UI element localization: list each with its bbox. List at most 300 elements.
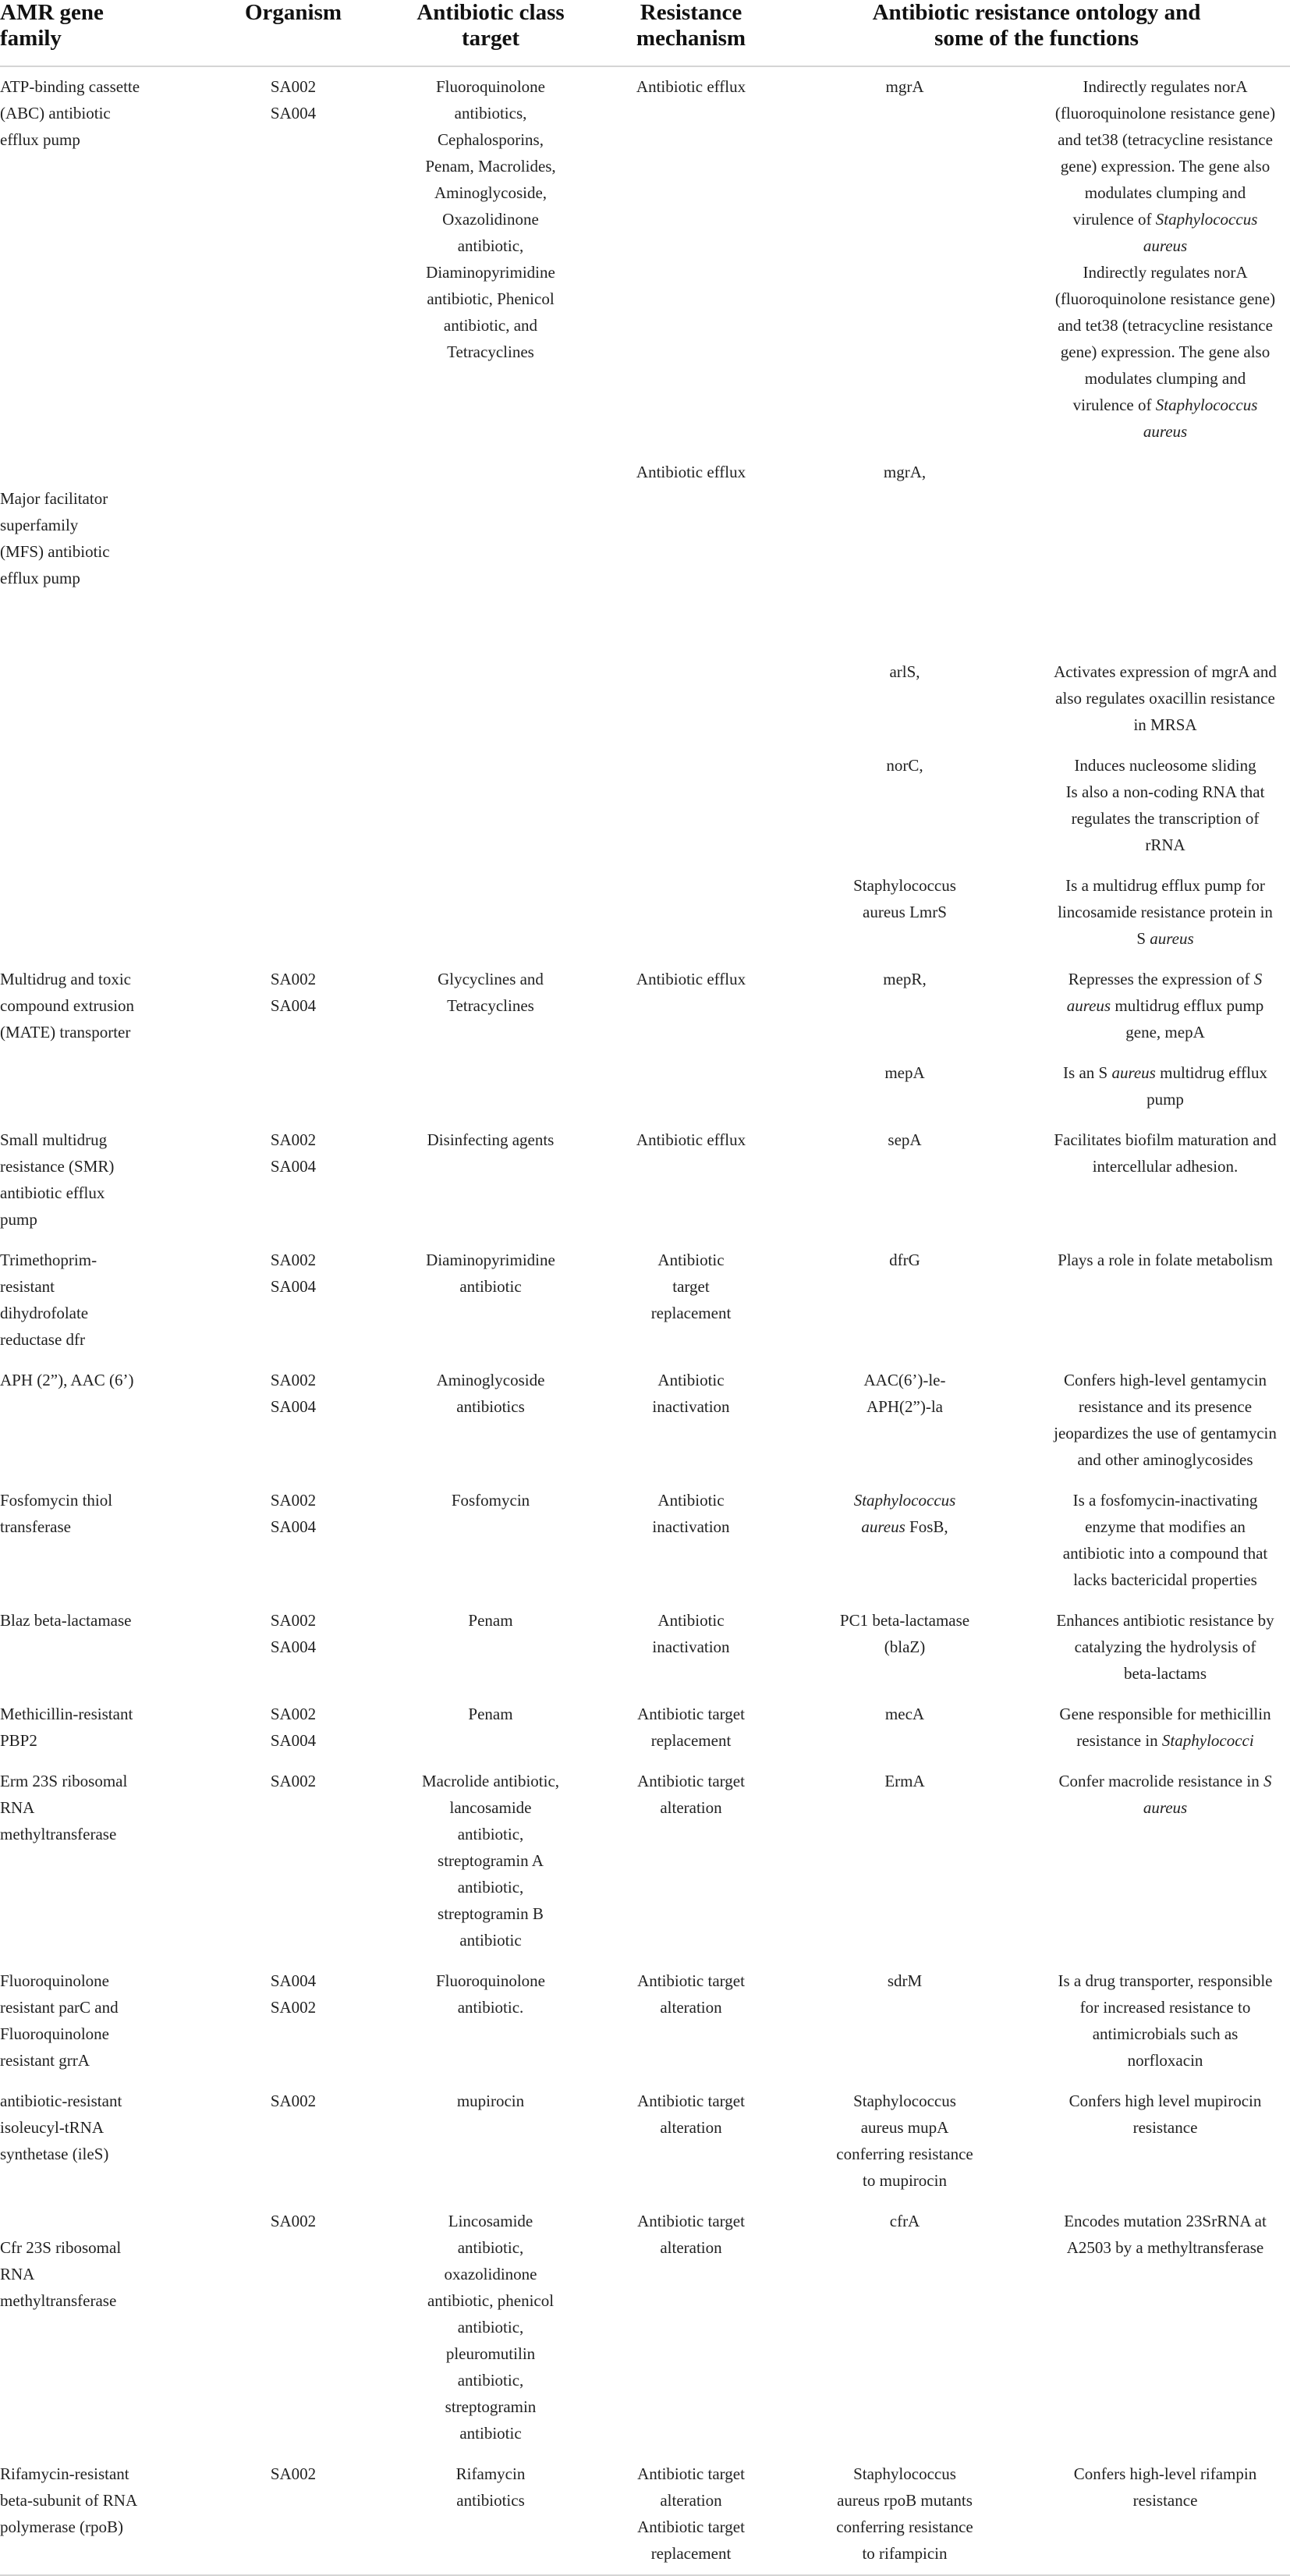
cell-line: isoleucyl-tRNA (0, 2118, 104, 2137)
cell-line: norfloxacin (1127, 2051, 1203, 2070)
table-row (0, 1240, 1290, 1361)
cell-line: Confers high-level rifampin (1073, 2464, 1257, 2483)
cell-amr-gene-family (0, 1762, 204, 1961)
cell-line: Erm 23S ribosomal (0, 1772, 128, 1790)
cell-line: antibiotics (456, 1397, 525, 1416)
cell-organism (204, 746, 382, 866)
cell-line: in MRSA (1133, 715, 1197, 734)
cell-line: Small multidrug (0, 1130, 108, 1149)
cell-amr-gene-family (0, 1240, 204, 1361)
cell-line: antibiotic, phenicol (427, 2291, 555, 2310)
cell-line: pump (1146, 1090, 1184, 1109)
cell-line: inactivation (652, 1517, 730, 1536)
cell-resistance-mechanism (599, 866, 783, 960)
cell-line: antibiotic-resistant (0, 2092, 122, 2110)
cell-line: SA002 (270, 1611, 317, 1630)
cell-line: Facilitates biofilm maturation and (1054, 1130, 1277, 1149)
cell-resistance-mechanism (599, 746, 783, 866)
cell-line: Fosfomycin (451, 1491, 530, 1510)
cell-line: (fluoroquinolone resistance gene) (1054, 104, 1276, 122)
cell-line: Macrolide antibiotic, (421, 1772, 560, 1790)
table-row (0, 746, 1290, 866)
cell-line: Lincosamide (448, 2212, 533, 2230)
cell-line: and tet38 (tetracycline resistance (1058, 316, 1273, 335)
cell-line: Is a drug transporter, responsible (1058, 1971, 1273, 1990)
cell-antibiotic-class-target (382, 1694, 599, 1762)
cell-line: Cfr 23S ribosomal (0, 2238, 122, 2257)
cell-line: antibiotic. (457, 1998, 524, 2017)
cell-antibiotic-class-target (382, 66, 599, 452)
cell-resistance-mechanism (599, 1053, 783, 1120)
cell-antibiotic-class-target (382, 746, 599, 866)
cell-line: (MFS) antibiotic (0, 542, 110, 561)
cell-gene (783, 599, 1026, 746)
cell-line: resistance (1132, 2491, 1198, 2510)
cell-amr-gene-family (0, 66, 204, 452)
cell-antibiotic-class-target (382, 1961, 599, 2081)
table-body (0, 66, 1290, 2575)
cell-amr-gene-family (0, 2202, 204, 2454)
header-antibiotic-class-target: Antibiotic class target (382, 0, 599, 66)
cell-line: streptogramin A (438, 1851, 544, 1870)
cell-amr-gene-family (0, 1053, 204, 1120)
cell-line: Diaminopyrimidine (426, 1251, 555, 1269)
cell-line: gene, mepA (1125, 1023, 1205, 1041)
cell-line: Indirectly regulates norA (1083, 77, 1248, 96)
cell-organism (204, 1361, 382, 1481)
cell-line: oxazolidinone (444, 2265, 537, 2283)
cell-line: Is an S aureus multidrug efflux (1063, 1063, 1267, 1082)
cell-line: virulence of Staphylococcus (1072, 396, 1258, 414)
cell-organism (204, 1601, 382, 1694)
cell-line: resistance and its presence (1078, 1397, 1253, 1416)
cell-line: Cephalosporins, (438, 130, 544, 149)
cell-function (1026, 66, 1290, 452)
cell-line: Is a fosfomycin-inactivating (1072, 1491, 1258, 1510)
cell-line: jeopardizes the use of gentamycin (1054, 1424, 1277, 1442)
cell-line: Penam (468, 1611, 513, 1630)
cell-line: SA004 (270, 104, 317, 122)
cell-line: Antibiotic efflux (636, 77, 746, 96)
cell-organism (204, 1762, 382, 1961)
cell-line: Blaz beta-lactamase (0, 1611, 132, 1630)
cell-resistance-mechanism (599, 1361, 783, 1481)
cell-line: pleuromutilin (445, 2344, 536, 2363)
cell-line: and other aminoglycosides (1077, 1450, 1253, 1469)
cell-line: Induces nucleosome sliding (1074, 756, 1256, 775)
cell-line: Antibiotic target (637, 2464, 745, 2483)
cell-organism (204, 1961, 382, 2081)
cell-line: Fluoroquinolone (436, 77, 545, 96)
cell-organism (204, 599, 382, 746)
cell-line: also regulates oxacillin resistance (1055, 689, 1275, 708)
cell-line: aureus rpoB mutants (837, 2491, 973, 2510)
cell-line: (fluoroquinolone resistance gene) (1054, 289, 1276, 308)
cell-line: replacement (650, 2544, 732, 2563)
cell-line: antibiotic, (457, 236, 524, 255)
cell-organism (204, 2454, 382, 2575)
cell-line: Methicillin-resistant (0, 1705, 133, 1723)
header-antibiotic-resistance-ontology: Antibiotic resistance ontology and some of the functions (783, 0, 1290, 66)
cell-gene (783, 1481, 1026, 1601)
cell-amr-gene-family (0, 866, 204, 960)
cell-line: Antibiotic target (637, 1705, 745, 1723)
cell-antibiotic-class-target (382, 1120, 599, 1240)
cell-line: aureus FosB, (861, 1517, 948, 1536)
cell-resistance-mechanism (599, 960, 783, 1053)
cell-gene (783, 746, 1026, 866)
cell-line: Represses the expression of S (1068, 970, 1263, 988)
cell-line: replacement (650, 1731, 732, 1750)
cell-line: superfamily (0, 516, 79, 534)
cell-line (1045, 632, 1285, 658)
cell-line: resistant parC and (0, 1998, 119, 2017)
cell-line: mgrA, (883, 463, 927, 481)
cell-line: SA004 (270, 1157, 317, 1176)
table-row (0, 2202, 1290, 2454)
cell-amr-gene-family (0, 2081, 204, 2202)
cell-line: PBP2 (0, 1731, 37, 1750)
cell-line: SA004 (270, 1277, 317, 1296)
cell-resistance-mechanism (599, 1762, 783, 1961)
cell-resistance-mechanism (599, 1694, 783, 1762)
cell-line: aureus (1143, 422, 1188, 441)
cell-line: virulence of Staphylococcus (1072, 210, 1258, 229)
cell-line: Confers high-level gentamycin (1063, 1371, 1267, 1389)
cell-line: Antibiotic efflux (636, 463, 746, 481)
cell-line: SA002 (270, 1491, 317, 1510)
table-row (0, 66, 1290, 452)
cell-resistance-mechanism (599, 2202, 783, 2454)
cell-function (1026, 866, 1290, 960)
cell-amr-gene-family (0, 1481, 204, 1601)
cell-line: (MATE) transporter (0, 1023, 131, 1041)
cell-line: SA002 (270, 1772, 317, 1790)
cell-line: conferring resistance (836, 2145, 973, 2163)
cell-line: alteration (660, 1798, 722, 1817)
cell-gene (783, 1961, 1026, 2081)
cell-line: antibiotic efflux (0, 1183, 105, 1202)
cell-line: dihydrofolate (0, 1304, 89, 1322)
cell-resistance-mechanism (599, 1601, 783, 1694)
cell-line: aureus (1143, 1798, 1188, 1817)
cell-line: methyltransferase (0, 1825, 117, 1843)
cell-line: Penam, Macrolides, (425, 157, 556, 176)
cell-gene (783, 960, 1026, 1053)
cell-gene (783, 2081, 1026, 2202)
table-row (0, 1120, 1290, 1240)
cell-line: Aminoglycoside, (434, 183, 548, 202)
cell-line: inactivation (652, 1397, 730, 1416)
cell-line: antibiotic, (457, 2238, 524, 2257)
cell-line: RNA (0, 1798, 35, 1817)
cell-line: Activates expression of mgrA and (1054, 662, 1277, 681)
cell-line: resistant (0, 1277, 55, 1296)
cell-amr-gene-family (0, 1120, 204, 1240)
cell-line: polymerase (rpoB) (0, 2517, 124, 2536)
header-row (0, 0, 1290, 66)
cell-amr-gene-family (0, 746, 204, 866)
cell-line: SA002 (270, 77, 317, 96)
cell-line: antibiotic (459, 1277, 522, 1296)
cell-antibiotic-class-target (382, 1240, 599, 1361)
cell-gene (783, 2454, 1026, 2575)
cell-organism (204, 960, 382, 1053)
cell-line: Enhances antibiotic resistance by (1056, 1611, 1274, 1630)
cell-line: SA002 (270, 1371, 317, 1389)
cell-line: aureus multidrug efflux pump (1066, 996, 1264, 1015)
cell-line: resistance (SMR) (0, 1157, 115, 1176)
cell-function (1026, 746, 1290, 866)
cell-line: synthetase (ileS) (0, 2145, 109, 2163)
cell-line: Antibiotic (657, 1611, 725, 1630)
cell-line: Diaminopyrimidine (426, 263, 555, 282)
cell-line: Fluoroquinolone (0, 2024, 109, 2043)
cell-line: mgrA (885, 77, 924, 96)
cell-function (1026, 1361, 1290, 1481)
cell-resistance-mechanism (599, 2081, 783, 2202)
cell-line: Antibiotic target (637, 2517, 745, 2536)
cell-line: Antibiotic target (637, 1971, 745, 1990)
table-row (0, 599, 1290, 746)
cell-line: Oxazolidinone (442, 210, 539, 229)
cell-function (1026, 599, 1290, 746)
cell-line: Fosfomycin thiol (0, 1491, 113, 1510)
cell-organism (204, 1694, 382, 1762)
cell-organism (204, 452, 382, 599)
cell-organism (204, 2081, 382, 2202)
cell-line: SA002 (270, 1998, 317, 2017)
cell-line: Glycyclines and (438, 970, 544, 988)
header-resistance-mechanism: Resistance mechanism (599, 0, 783, 66)
cell-line: SA004 (270, 1731, 317, 1750)
cell-gene (783, 2202, 1026, 2454)
cell-amr-gene-family (0, 2454, 204, 2575)
cell-gene (783, 1053, 1026, 1120)
cell-line: SA004 (270, 1517, 317, 1536)
cell-function (1026, 1601, 1290, 1694)
table-row (0, 1694, 1290, 1762)
cell-line: alteration (660, 2238, 722, 2257)
cell-function (1026, 2081, 1290, 2202)
cell-line: catalyzing the hydrolysis of (1074, 1637, 1256, 1656)
cell-line: antibiotic, (457, 1825, 524, 1843)
cell-gene (783, 452, 1026, 599)
cell-function (1026, 1053, 1290, 1120)
cell-line: Confer macrolide resistance in S (1058, 1772, 1272, 1790)
cell-line: Encodes mutation 23SrRNA at (1064, 2212, 1267, 2230)
cell-resistance-mechanism (599, 2454, 783, 2575)
cell-line: Tetracyclines (447, 342, 534, 361)
header-amr-gene-family: AMR gene family (0, 0, 204, 66)
cell-resistance-mechanism (599, 599, 783, 746)
cell-amr-gene-family (0, 599, 204, 746)
cell-line (791, 632, 1019, 658)
cell-line: Is a multidrug efflux pump for (1065, 876, 1265, 895)
cell-line: arlS, (889, 662, 920, 681)
cell-resistance-mechanism (599, 1961, 783, 2081)
cell-line: aureus (1143, 236, 1188, 255)
cell-organism (204, 866, 382, 960)
cell-line: S aureus (1136, 929, 1194, 948)
cell-line: Antibiotic (657, 1251, 725, 1269)
cell-resistance-mechanism (599, 66, 783, 452)
table-row (0, 1601, 1290, 1694)
cell-antibiotic-class-target (382, 452, 599, 599)
cell-line: PC1 beta-lactamase (839, 1611, 970, 1630)
cell-line: to mupirocin (863, 2171, 947, 2190)
cell-line: SA004 (270, 1397, 317, 1416)
cell-line (1045, 605, 1285, 632)
cell-line: A2503 by a methyltransferase (1066, 2238, 1264, 2257)
cell-line: antibiotics, (454, 104, 527, 122)
cell-line: beta-subunit of RNA (0, 2491, 138, 2510)
cell-line: target (672, 1277, 710, 1296)
cell-line: alteration (660, 1998, 722, 2017)
cell-line: APH(2”)-la (866, 1397, 943, 1416)
cell-line: Multidrug and toxic (0, 970, 131, 988)
cell-line: beta-lactams (1123, 1664, 1207, 1683)
cell-antibiotic-class-target (382, 1053, 599, 1120)
cell-line: pump (0, 1210, 37, 1229)
cell-line: Aminoglycoside (436, 1371, 545, 1389)
cell-line: (ABC) antibiotic (0, 104, 111, 122)
cell-function (1026, 1481, 1290, 1601)
table-row (0, 960, 1290, 1053)
cell-line: SA002 (270, 2092, 317, 2110)
cell-line: Indirectly regulates norA (1083, 263, 1248, 282)
cell-line: Is also a non-coding RNA that (1065, 782, 1265, 801)
cell-function (1026, 1240, 1290, 1361)
cell-line: modulates clumping and (1084, 369, 1246, 388)
cell-function (1026, 2454, 1290, 2575)
table-row (0, 1762, 1290, 1961)
table-row (0, 2454, 1290, 2575)
cell-line: antibiotic (459, 1931, 522, 1950)
cell-line: dfrG (889, 1251, 920, 1269)
cell-resistance-mechanism (599, 1481, 783, 1601)
cell-line: Plays a role in folate metabolism (1058, 1251, 1273, 1269)
cell-line: streptogramin B (438, 1904, 544, 1923)
cell-line: antibiotic (459, 2424, 522, 2443)
cell-line (0, 2208, 197, 2234)
cell-line: (blaZ) (884, 1637, 926, 1656)
cell-gene (783, 1694, 1026, 1762)
cell-line: lacks bactericidal properties (1073, 1570, 1257, 1589)
cell-line (791, 605, 1019, 632)
cell-antibiotic-class-target (382, 2081, 599, 2202)
cell-antibiotic-class-target (382, 599, 599, 746)
cell-line: Gene responsible for methicillin (1059, 1705, 1271, 1723)
table-row (0, 1361, 1290, 1481)
cell-function (1026, 452, 1290, 599)
cell-line: Antibiotic (657, 1491, 725, 1510)
cell-line: antibiotics (456, 2491, 525, 2510)
cell-resistance-mechanism (599, 1120, 783, 1240)
cell-line: Staphylococcus (853, 2464, 956, 2483)
table-row (0, 2081, 1290, 2202)
cell-line: Penam (468, 1705, 513, 1723)
cell-line: SA002 (270, 2212, 317, 2230)
cell-line: efflux pump (0, 569, 80, 587)
cell-gene (783, 66, 1026, 452)
cell-line: Fluoroquinolone (0, 1971, 109, 1990)
cell-line: for increased resistance to (1079, 1998, 1251, 2017)
cell-organism (204, 1481, 382, 1601)
cell-line: antibiotic, and (443, 316, 538, 335)
cell-line: SA004 (270, 1971, 317, 1990)
cell-amr-gene-family (0, 1961, 204, 2081)
cell-line: transferase (0, 1517, 71, 1536)
cell-line: Antibiotic efflux (636, 1130, 746, 1149)
table-header (0, 0, 1290, 66)
cell-line: Confers high level mupirocin (1069, 2092, 1262, 2110)
table-row (0, 1961, 1290, 2081)
cell-line: Staphylococcus (853, 2092, 956, 2110)
cell-line: alteration (660, 2491, 722, 2510)
cell-gene (783, 1361, 1026, 1481)
cell-line: antibiotic, (457, 2371, 524, 2390)
cell-line: resistance (1132, 2118, 1198, 2137)
cell-line: SA002 (270, 1705, 317, 1723)
cell-antibiotic-class-target (382, 1601, 599, 1694)
table-row (0, 452, 1290, 599)
cell-antibiotic-class-target (382, 1361, 599, 1481)
cell-antibiotic-class-target (382, 1762, 599, 1961)
cell-organism (204, 1120, 382, 1240)
cell-line: conferring resistance (836, 2517, 973, 2536)
cell-function (1026, 1762, 1290, 1961)
cell-resistance-mechanism (599, 1240, 783, 1361)
cell-antibiotic-class-target (382, 960, 599, 1053)
cell-line: mupirocin (456, 2092, 525, 2110)
cell-line: norC, (886, 756, 923, 775)
cell-line: compound extrusion (0, 996, 135, 1015)
cell-line: SA002 (270, 1130, 317, 1149)
cell-line: inactivation (652, 1637, 730, 1656)
cell-line: mepA (884, 1063, 925, 1082)
cell-line: methyltransferase (0, 2291, 117, 2310)
cell-line: enzyme that modifies an (1085, 1517, 1246, 1536)
cell-line: SA004 (270, 996, 317, 1015)
cell-line: aureus LmrS (863, 903, 947, 921)
cell-line: gene) expression. The gene also (1060, 342, 1271, 361)
cell-line: ErmA (884, 1772, 925, 1790)
cell-line: Antibiotic (657, 1371, 725, 1389)
cell-function (1026, 1694, 1290, 1762)
cell-organism (204, 2202, 382, 2454)
cell-organism (204, 1240, 382, 1361)
cell-line: antibiotic into a compound that (1062, 1544, 1268, 1563)
cell-line: Fluoroquinolone (436, 1971, 545, 1990)
cell-line (0, 459, 197, 485)
cell-line: Antibiotic target (637, 1772, 745, 1790)
cell-line: modulates clumping and (1084, 183, 1246, 202)
cell-line: SA004 (270, 1637, 317, 1656)
cell-line: streptogramin (445, 2397, 537, 2416)
cell-line: Antibiotic efflux (636, 970, 746, 988)
header-organism: Organism (204, 0, 382, 66)
cell-function (1026, 2202, 1290, 2454)
cell-amr-gene-family (0, 452, 204, 599)
cell-line: Disinfecting agents (427, 1130, 555, 1149)
cell-amr-gene-family (0, 1694, 204, 1762)
cell-line: Staphylococcus (853, 1491, 956, 1510)
cell-line: antibiotic, (457, 1878, 524, 1897)
cell-line: Trimethoprim- (0, 1251, 97, 1269)
cell-line: Major facilitator (0, 489, 108, 508)
cell-line: Staphylococcus (853, 876, 956, 895)
